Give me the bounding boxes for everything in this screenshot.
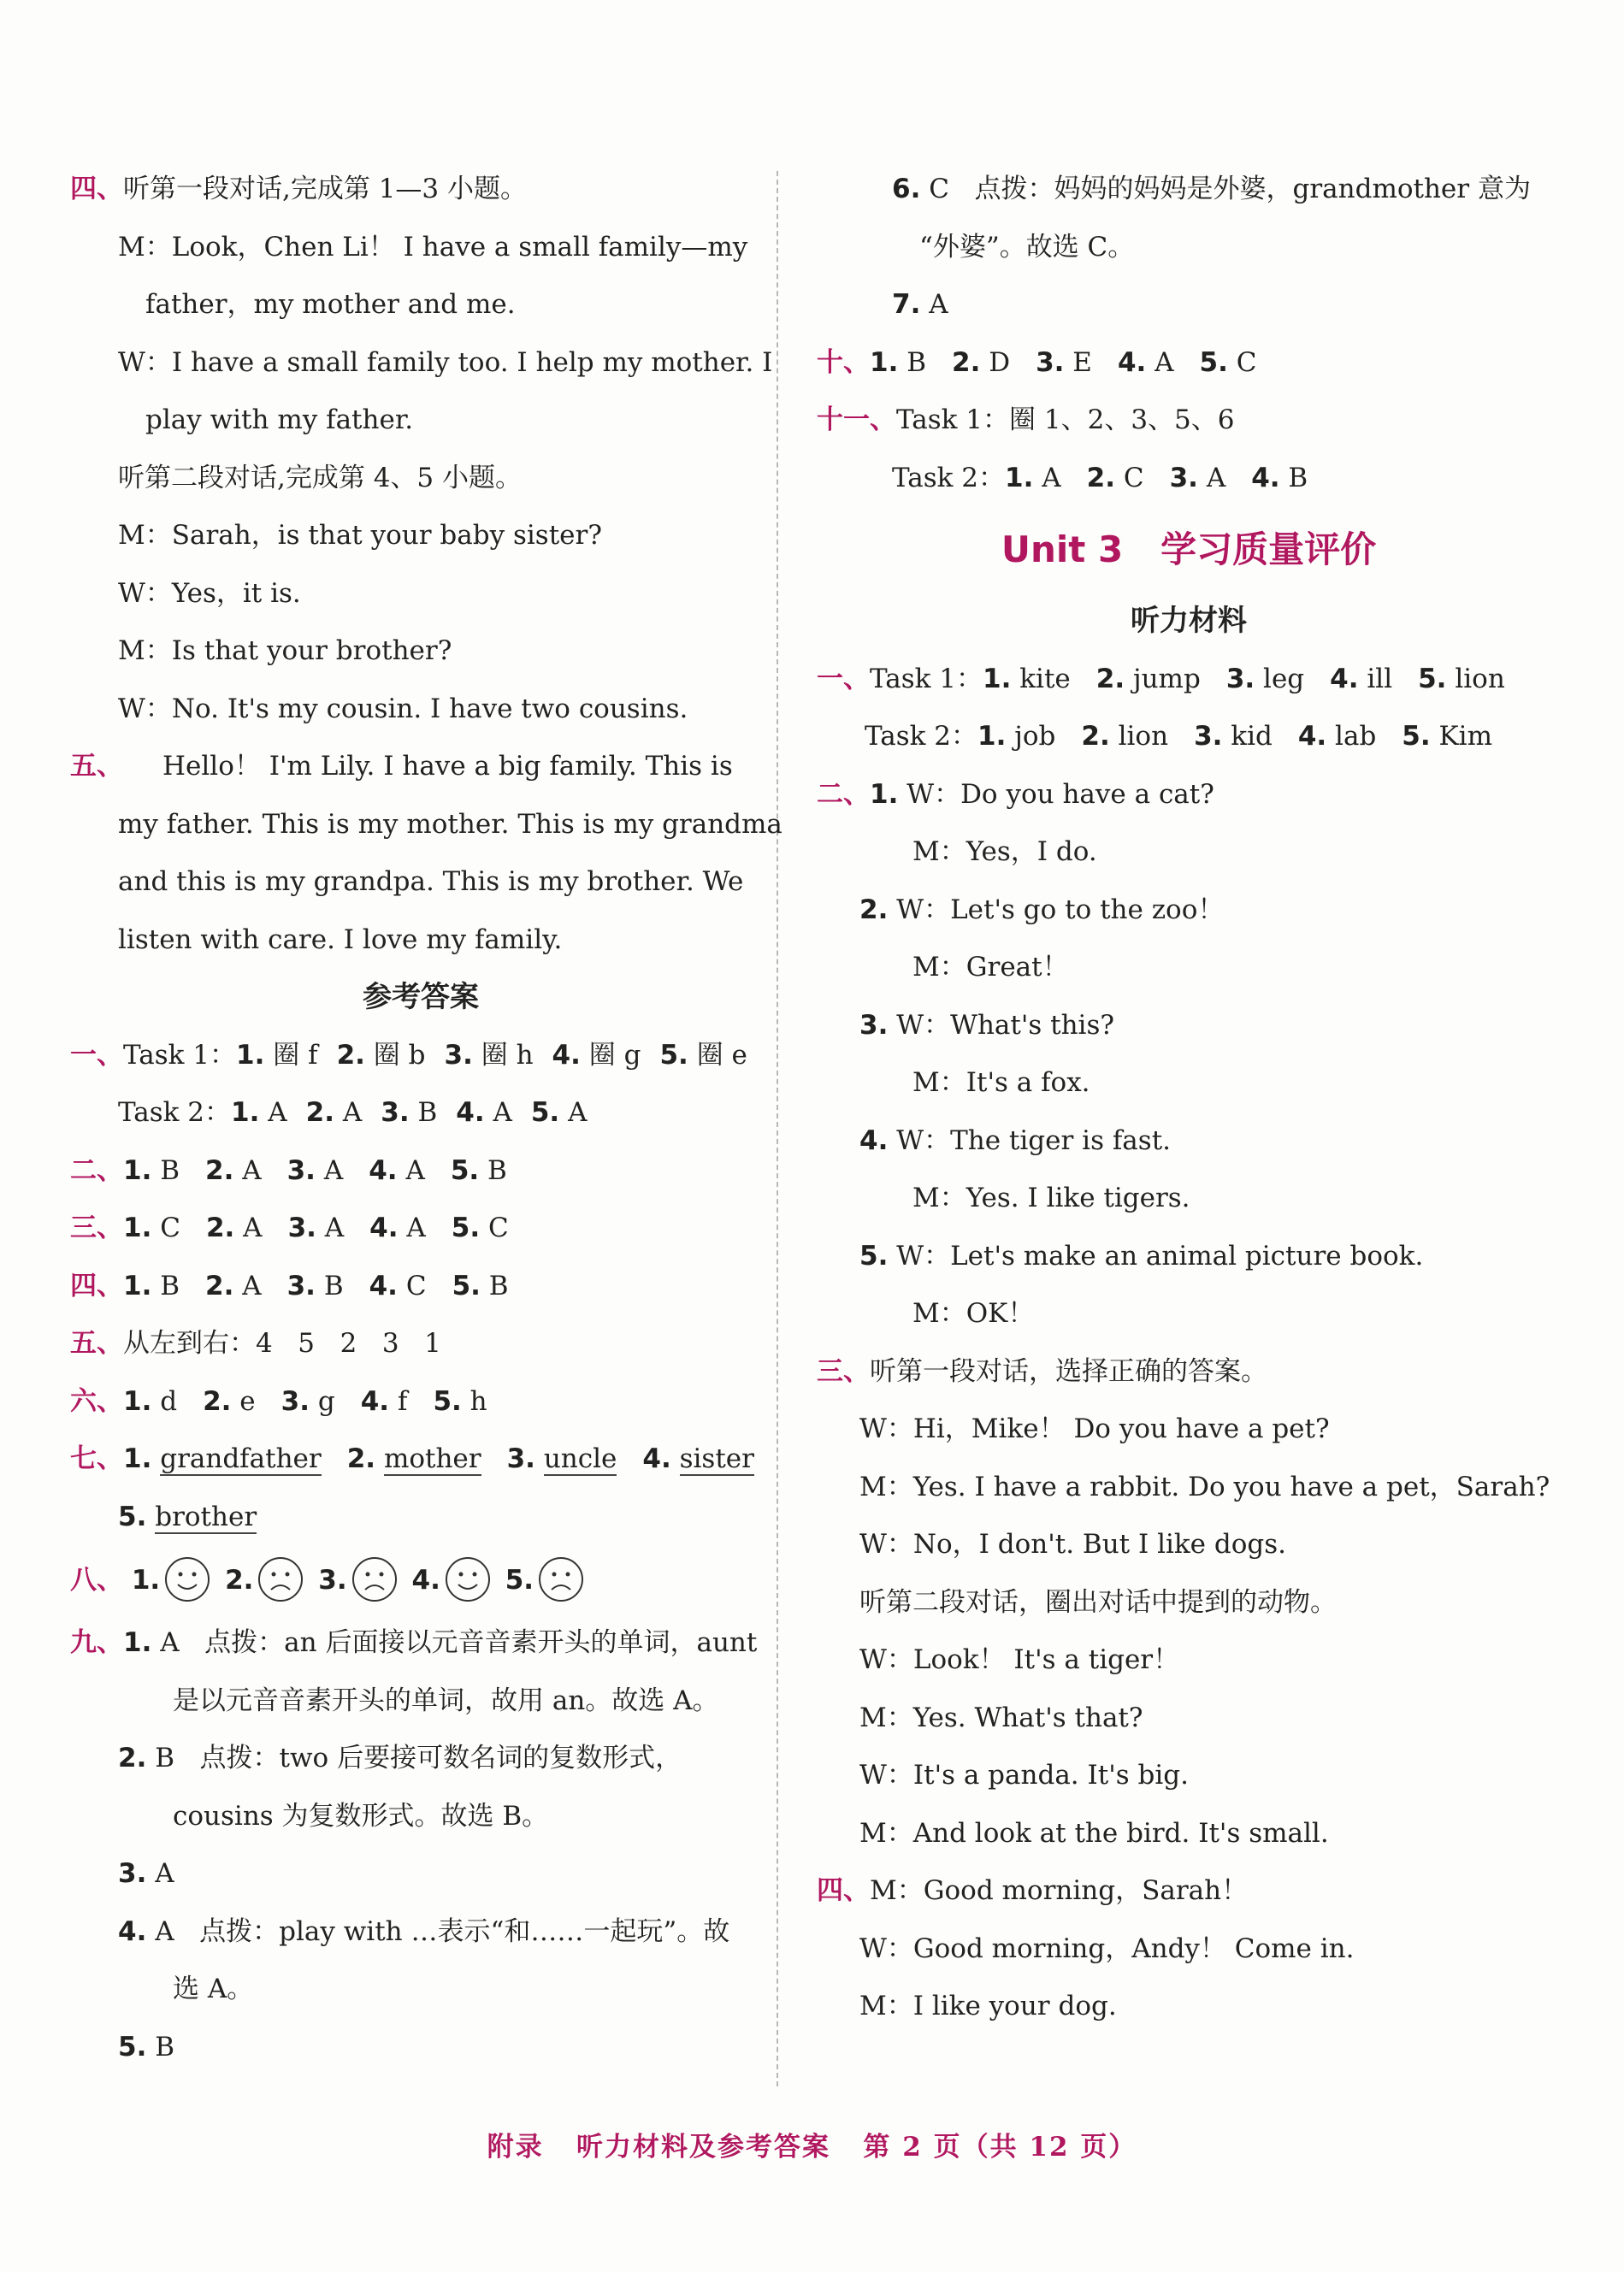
listening-row-2-d3: 3. W：What's this?	[859, 1009, 1114, 1041]
page-footer: 附录 听力材料及参考答案 第 2 页（共 12 页）	[487, 2132, 1137, 2163]
frown-face-icon	[351, 1555, 399, 1603]
listening-row-3: 三、听第一段对话，选择正确的答案。	[817, 1355, 1267, 1387]
listening-row-4: 四、M：Good morning，Sarah！	[817, 1875, 1249, 1906]
answer-row-6: 六、1. d 2. e 3. g 4. f 5. h	[70, 1385, 487, 1417]
frown-face-icon	[257, 1555, 304, 1603]
section-5-passage: 五、 Hello！ I'm Lily. I have a big family. This is	[70, 751, 733, 782]
dialog-line: W：No，I don't. But I like dogs.	[859, 1529, 1286, 1560]
answer-row-9-q5: 5. B	[118, 2031, 174, 2063]
instruction-line: 听第二段对话,完成第 4、5 小题。	[118, 462, 523, 493]
answer-row-1: 一、Task 1：1. 圈 f 2. 圈 b 3. 圈 h 4. 圈 g 5. 圈 e	[70, 1039, 747, 1071]
answer-row-7b: 5. brother	[118, 1501, 257, 1532]
dialog-line: M：OK！	[912, 1298, 1035, 1329]
dialog-line: M：Is that your brother?	[118, 635, 452, 666]
listening-row-1b: Task 2：1. job 2. lion 3. kid 4. lab 5. Kim	[865, 721, 1492, 752]
smile-face-icon	[163, 1555, 211, 1603]
dialog-line: M：It's a fox.	[912, 1067, 1090, 1098]
dialog-line: M：Yes. I like tigers.	[912, 1183, 1190, 1213]
explanation-line: 是以元音音素开头的单词，故用 an。故选 A。	[173, 1685, 719, 1716]
listening-row-2-d2: 2. W：Let's go to the zoo！	[859, 894, 1225, 925]
passage-line: and this is my grandpa. This is my brother. We	[118, 866, 744, 897]
answer-row-2: 二、1. B 2. A 3. A 4. A 5. B	[70, 1154, 507, 1186]
answer-row-8: 八、 1. 2. 3. 4. 5.	[70, 1546, 771, 1614]
answer-row-11: 十一、Task 1：圈 1、2、3、5、6	[817, 404, 1235, 435]
answer-row-10: 十、1. B 2. D 3. E 4. A 5. C	[817, 346, 1257, 378]
section-4-header: 四、听第一段对话,完成第 1—3 小题。	[70, 174, 528, 204]
frown-face-icon	[537, 1555, 585, 1603]
dialog-line: M：Sarah，is that your baby sister?	[118, 520, 602, 551]
dialog-line: M：Yes. I have a rabbit. Do you have a pet，Sarah?	[859, 1471, 1550, 1502]
dialog-line: W：No. It's my cousin. I have two cousins.	[118, 693, 688, 724]
dialog-line: M：Yes. What's that?	[859, 1702, 1143, 1733]
dialog-line: M：I like your dog.	[859, 1991, 1117, 2021]
answer-row-3: 三、1. C 2. A 3. A 4. A 5. C	[70, 1213, 509, 1243]
listening-row-1: 一、Task 1：1. kite 2. jump 3. leg 4. ill 5. lion	[817, 663, 1505, 694]
dialog-line: M：Look，Chen Li！ I have a small family—my	[118, 231, 748, 263]
answer-row-1b: Task 2：1. A 2. A 3. B 4. A 5. A	[118, 1097, 588, 1128]
dialog-line: W：Look！ It's a tiger！	[859, 1644, 1180, 1675]
dialog-line: father，my mother and me.	[145, 289, 516, 320]
answer-row-7: 七、1. grandfather 2. mother 3. uncle 4. sister	[70, 1443, 754, 1474]
listening-row-2-d4: 4. W：The tiger is fast.	[859, 1124, 1172, 1156]
smile-face-icon	[444, 1555, 492, 1603]
column-divider	[777, 171, 778, 2086]
listening-row-2-d5: 5. W：Let's make an animal picture book.	[859, 1240, 1424, 1272]
answer-row-11b: Task 2：1. A 2. C 3. A 4. B	[892, 462, 1308, 493]
answer-row-9-q3: 3. A	[118, 1858, 174, 1889]
dialog-line: W：Hi，Mike！ Do you have a pet?	[859, 1413, 1330, 1444]
answer-row-9-q4: 4. A 点拨：play with …表示“和……一起玩”。故	[118, 1915, 730, 1947]
dialog-line: W：Yes，it is.	[118, 577, 301, 609]
passage-line: my father. This is my mother. This is my grandma	[118, 808, 782, 840]
dialog-line: W：It's a panda. It's big.	[859, 1760, 1189, 1791]
answer-row-9-q2: 2. B 点拨：two 后要接可数名词的复数形式，	[118, 1743, 682, 1773]
dialog-line: play with my father.	[145, 404, 414, 435]
answer-row-4: 四、1. B 2. A 3. B 4. C 5. B	[70, 1270, 509, 1301]
left-column	[70, 161, 782, 2076]
explanation-line: cousins 为复数形式。故选 B。	[173, 1800, 549, 1832]
answers-title: 参考答案	[363, 980, 479, 1014]
unit-title: Unit 3 学习质量评价	[1001, 528, 1377, 570]
dialog-line: M：Great！	[912, 952, 1069, 983]
explanation-line: “外婆”。故选 C。	[919, 231, 1135, 263]
answer-row-5: 五、从左到右：4 5 2 3 1	[70, 1328, 441, 1359]
listening-row-2-d1: 二、1. W：Do you have a cat?	[817, 778, 1214, 810]
dialog-line: W：I have a small family too. I help my mother. I	[118, 346, 773, 378]
dialog-line: W：Good morning，Andy！ Come in.	[859, 1933, 1355, 1964]
answer-row-9-q1: 九、1. A 点拨：an 后面接以元音音素开头的单词，aunt	[70, 1627, 758, 1658]
instruction-line: 听第二段对话，圈出对话中提到的动物。	[859, 1586, 1337, 1618]
listening-title: 听力材料	[1131, 604, 1247, 638]
right-column	[817, 161, 1561, 2036]
answer-q7: 7. A	[892, 289, 948, 320]
answer-q6: 6. C 点拨：妈妈的妈妈是外婆，grandmother 意为	[892, 174, 1531, 204]
dialog-line: M：Yes，I do.	[912, 836, 1097, 867]
explanation-line: 选 A。	[173, 1974, 254, 2004]
passage-line: listen with care. I love my family.	[118, 924, 563, 955]
dialog-line: M：And look at the bird. It's small.	[859, 1817, 1329, 1849]
